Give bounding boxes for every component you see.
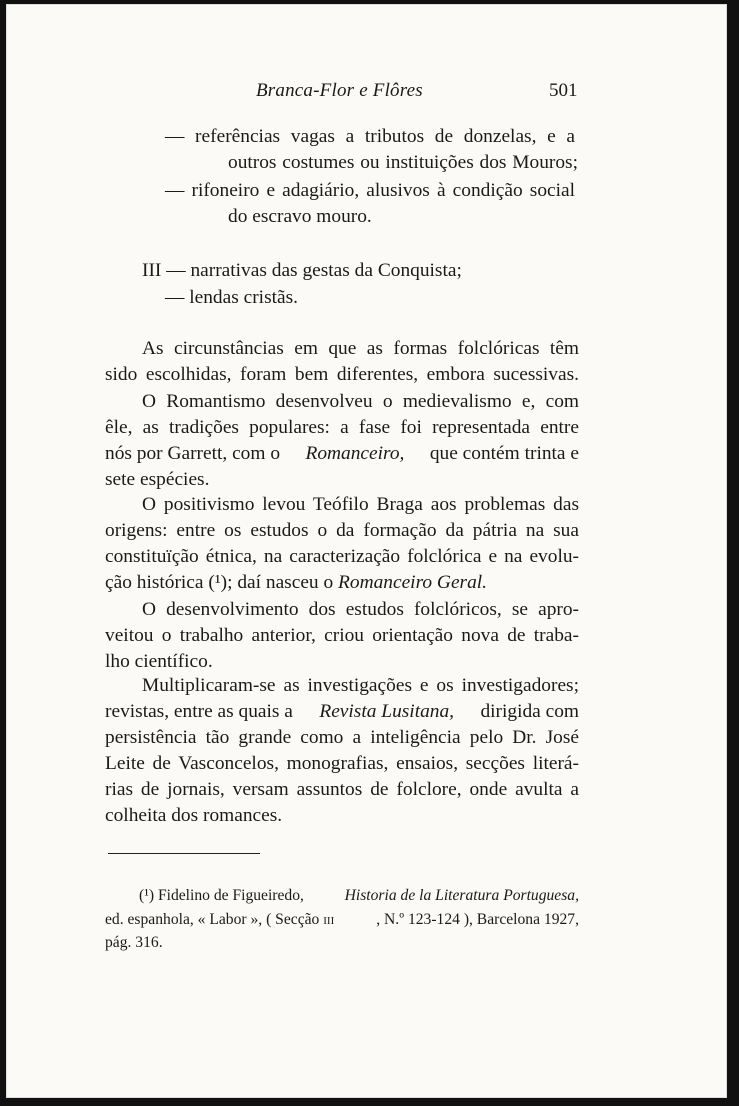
list-item-line: do escravo mouro. — [228, 206, 372, 227]
body-line: veitou o trabalho anterior, criou orientação nova de traba- — [105, 625, 579, 646]
text-run: dirigida com — [480, 701, 579, 722]
text-run: ção histórica (¹); daí nasceu o — [105, 572, 334, 593]
page-header — [6, 80, 727, 110]
footnote-rule — [108, 853, 260, 854]
body-line: O desenvolvimento dos estudos folclóricos, se apro- — [142, 599, 579, 620]
body-line: O positivismo levou Teófilo Braga aos problemas das — [142, 494, 579, 515]
footnote-line — [105, 909, 579, 931]
body-line: Multiplicaram-se as investigações e os investigadores; — [142, 675, 579, 696]
body-line: Leite de Vasconcelos, monografias, ensaios, secções literá- — [105, 753, 579, 774]
book-title: Romanceiro Geral. — [338, 572, 488, 593]
text-run: , N.º 123-124 ), Barcelona 1927, — [376, 911, 579, 928]
body-line: rias de jornais, versam assuntos de folclore, onde avulta a — [105, 779, 579, 800]
body-line: As circunstâncias em que as formas folclóricas têm — [142, 338, 579, 359]
body-line: constituïção étnica, na caracterização folclórica e na evolu- — [105, 546, 579, 567]
text-run: que contém trinta e — [429, 443, 579, 464]
body-line: sido escolhidas, foram bem diferentes, embora sucessivas. — [105, 364, 579, 385]
text-run — [105, 909, 334, 931]
list-item-line: III — narrativas das gestas da Conquista; — [142, 260, 462, 281]
footnote-line: pág. 316. — [105, 934, 163, 951]
body-line — [105, 699, 579, 725]
list-item-line: — referências vagas a tributos de donzelas, e a — [165, 126, 575, 147]
list-item-line: outros costumes ou instituições dos Mouros; — [228, 152, 578, 173]
body-line: O Romantismo desenvolveu o medievalismo e, com — [142, 391, 579, 412]
book-page — [6, 4, 727, 1098]
body-line — [105, 441, 579, 467]
running-head: Branca-Flor e Flôres — [256, 80, 423, 101]
list-item-line: — rifoneiro e adagiário, alusivos à condição social — [165, 180, 575, 201]
body-line: sete espécies. — [105, 469, 210, 490]
book-title: Historia de la Literatura Portuguesa, — [344, 887, 579, 904]
text-run: revistas, entre as quais a — [105, 701, 293, 722]
text-run: nós por Garrett, com o — [105, 443, 281, 464]
roman-numeral: iii — [323, 911, 335, 928]
body-line: êle, as tradições populares: a fase foi representada entre — [105, 417, 579, 438]
body-line: colheita dos romances. — [105, 805, 283, 826]
journal-title: Revista Lusitana, — [319, 701, 455, 722]
footnote-line — [139, 885, 579, 907]
body-line: persistência tão grande como a inteligência pelo Dr. José — [105, 727, 579, 748]
text-run: ed. espanhola, « Labor », ( Secção — [105, 911, 320, 928]
list-item-line: — lendas cristãs. — [165, 287, 299, 308]
body-line — [105, 570, 487, 596]
page-number: 501 — [549, 80, 578, 101]
body-line: origens: entre os estudos o da formação da pátria na sua — [105, 520, 579, 541]
text-run: (¹) Fidelino de Figueiredo, — [139, 887, 304, 904]
book-title: Romanceiro, — [305, 443, 405, 464]
body-line: lho científico. — [105, 651, 213, 672]
